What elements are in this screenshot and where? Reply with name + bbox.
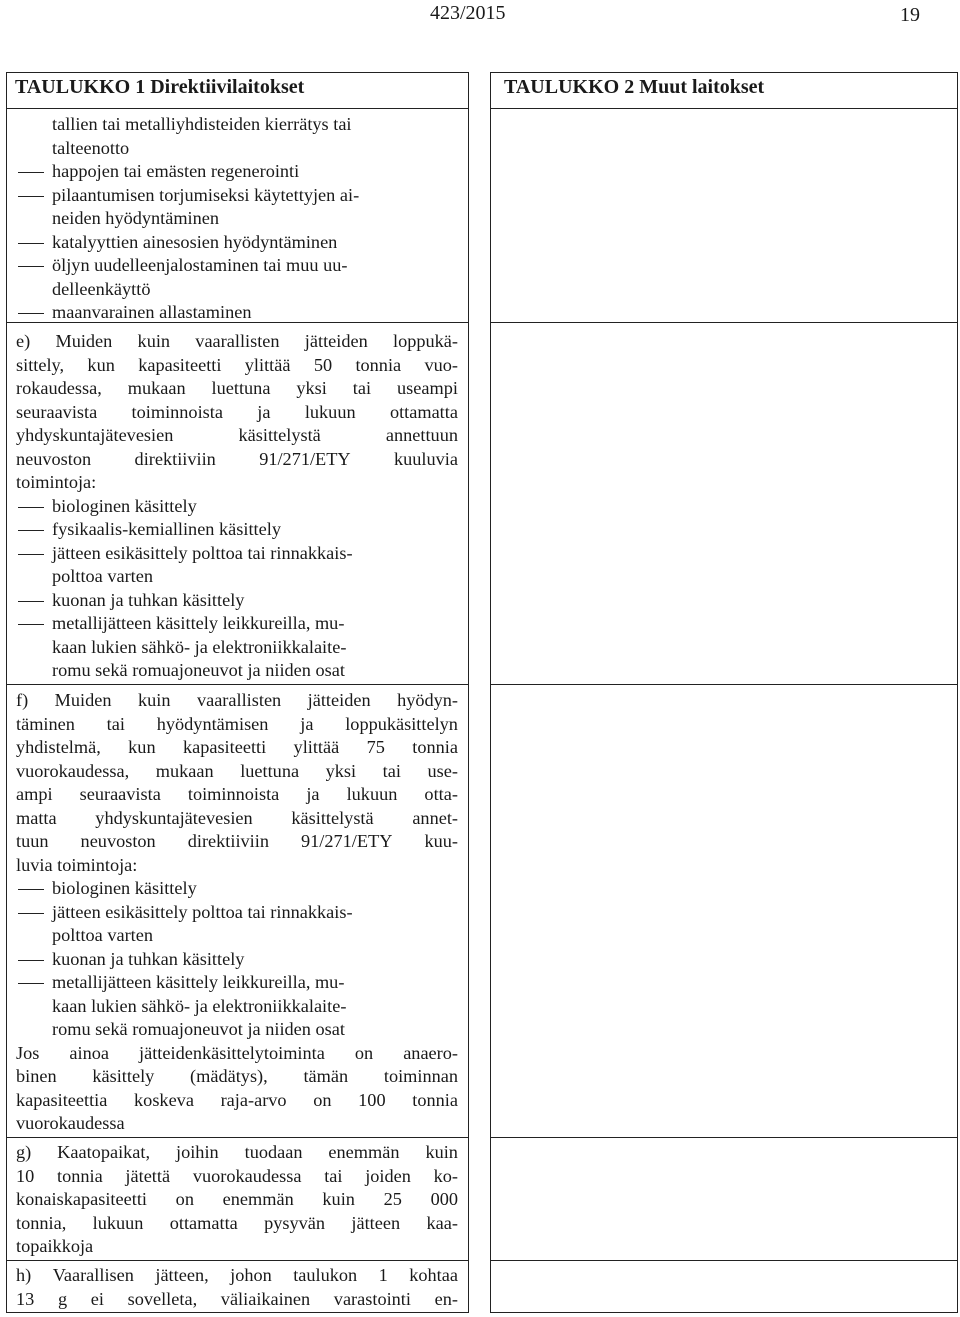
list-item bbox=[16, 495, 458, 519]
word: loppukä- bbox=[392, 331, 458, 351]
row-rule bbox=[6, 1137, 469, 1138]
word: sovelleta, bbox=[127, 1288, 198, 1309]
word: toiminnoista bbox=[131, 401, 223, 422]
word: (mädätys), bbox=[190, 1066, 268, 1086]
text-line bbox=[16, 1165, 458, 1189]
table-border-top bbox=[490, 72, 958, 73]
word: Jos bbox=[16, 1042, 40, 1063]
word: jätteiden bbox=[307, 690, 371, 710]
text-line bbox=[16, 354, 458, 378]
list-item bbox=[16, 612, 458, 636]
word: on bbox=[354, 1042, 374, 1063]
word: lukuun bbox=[92, 1212, 144, 1233]
word: ja bbox=[257, 401, 271, 422]
word: g bbox=[57, 1288, 68, 1309]
word: kapasiteettia bbox=[16, 1089, 108, 1110]
word: ja bbox=[306, 784, 320, 804]
word: mukaan bbox=[127, 378, 186, 398]
text-line bbox=[16, 137, 458, 161]
word: 000 bbox=[430, 1189, 458, 1209]
word: tai bbox=[324, 1165, 343, 1186]
row-rule bbox=[490, 684, 958, 685]
word: jätteidenkäsittelytoiminta bbox=[139, 1042, 325, 1063]
row-rule bbox=[490, 322, 958, 323]
word: Vaarallisen bbox=[52, 1265, 134, 1285]
word: hyödyn- bbox=[397, 690, 458, 710]
row-rule bbox=[490, 1137, 958, 1138]
word: tonnia, bbox=[16, 1212, 67, 1233]
text-line bbox=[16, 1089, 458, 1113]
word: yhdistelmä, bbox=[16, 737, 101, 757]
word: kun bbox=[128, 737, 156, 757]
text-line-content: vuorokaudessa bbox=[16, 1113, 125, 1133]
text-line bbox=[16, 207, 458, 231]
text-line-content: luvia toimintoja: bbox=[16, 854, 138, 875]
table-border-right bbox=[957, 72, 958, 1313]
list-item bbox=[16, 948, 458, 972]
column-title-other-installations: TAULUKKO 2 Muut laitokset bbox=[504, 76, 765, 98]
word: taulukon bbox=[293, 1265, 358, 1285]
word: otta- bbox=[424, 784, 458, 804]
word: konaiskapasiteetti bbox=[16, 1189, 147, 1209]
word: jätteiden bbox=[304, 331, 368, 351]
text-line bbox=[16, 1188, 458, 1212]
word: Muiden bbox=[55, 331, 113, 351]
word: kapasiteetti bbox=[138, 354, 222, 375]
text-line-content: kuonan ja tuhkan käsittely bbox=[52, 589, 245, 610]
text-line bbox=[16, 1112, 458, 1136]
word: jätteen bbox=[351, 1212, 401, 1233]
text-line bbox=[16, 471, 458, 495]
table-border-top bbox=[6, 72, 469, 73]
word: tuodaan bbox=[244, 1142, 303, 1162]
page-number: 19 bbox=[900, 4, 920, 26]
word: tämän bbox=[303, 1066, 349, 1086]
row-cell bbox=[16, 330, 458, 683]
word: seuraavista bbox=[16, 401, 98, 422]
row-rule bbox=[490, 1260, 958, 1261]
text-line-content: kaan lukien sähkö- ja elektroniikkalaite- bbox=[52, 636, 347, 657]
word: 50 bbox=[313, 354, 333, 375]
word: tai bbox=[382, 760, 401, 781]
list-item bbox=[16, 184, 458, 208]
list-item bbox=[16, 901, 458, 925]
word: f) bbox=[16, 690, 29, 710]
list-item bbox=[16, 971, 458, 995]
word: neuvoston bbox=[16, 448, 92, 469]
word: 91/271/ETY bbox=[259, 448, 351, 469]
word: hyödyntämisen bbox=[156, 713, 269, 734]
word: 75 bbox=[366, 737, 385, 757]
word: ainoa bbox=[69, 1042, 109, 1063]
column-title-directive-installations: TAULUKKO 1 Direktiivilaitokset bbox=[15, 76, 305, 98]
list-item bbox=[16, 254, 458, 278]
text-line bbox=[16, 113, 458, 137]
list-item bbox=[16, 231, 458, 255]
word: useampi bbox=[397, 378, 458, 398]
word: jätteen, bbox=[155, 1265, 209, 1285]
word: vaarallisten bbox=[195, 331, 280, 351]
word: g) bbox=[16, 1142, 32, 1162]
header-rule bbox=[6, 108, 469, 109]
word: 25 bbox=[383, 1189, 402, 1209]
word: kuin bbox=[322, 1189, 355, 1209]
word: kapasiteetti bbox=[182, 737, 267, 757]
text-line bbox=[16, 830, 458, 854]
text-line bbox=[16, 448, 458, 472]
table-border-bottom bbox=[6, 1312, 469, 1313]
text-line-content: polttoa varten bbox=[52, 566, 154, 586]
text-line bbox=[16, 1288, 458, 1312]
word: vaarallisten bbox=[196, 690, 282, 710]
word: kuin bbox=[137, 331, 171, 351]
text-line-content: tallien tai metalliyhdisteiden kierrätys tai bbox=[52, 114, 352, 134]
text-line-content: jätteen esikäsittely polttoa tai rinnakkais- bbox=[52, 542, 353, 563]
text-line-content: metallijätteen käsittely leikkureilla, mu- bbox=[52, 972, 345, 992]
text-line bbox=[16, 659, 458, 683]
text-line-content: toimintoja: bbox=[16, 472, 97, 492]
word: on bbox=[175, 1189, 194, 1209]
word: kuuluvia bbox=[393, 448, 458, 469]
list-item bbox=[16, 589, 458, 613]
text-line bbox=[16, 636, 458, 660]
text-line bbox=[16, 995, 458, 1019]
word: matta bbox=[16, 807, 57, 828]
word: käsittely bbox=[92, 1066, 155, 1086]
word: seuraavista bbox=[79, 784, 161, 804]
word: ja bbox=[300, 713, 314, 734]
word: binen bbox=[16, 1066, 57, 1086]
word: kuin bbox=[137, 690, 171, 710]
word: kaa- bbox=[426, 1212, 458, 1233]
word: tonnia bbox=[57, 1165, 103, 1186]
text-line bbox=[16, 760, 458, 784]
text-line bbox=[16, 1018, 458, 1042]
word: tuun bbox=[16, 831, 49, 851]
table-border-left bbox=[6, 72, 7, 1313]
text-line-content: pilaantumisen torjumiseksi käytettyjen ai- bbox=[52, 184, 360, 205]
word: kun bbox=[87, 354, 115, 375]
word: vuorokaudessa bbox=[192, 1165, 302, 1186]
header-rule bbox=[490, 108, 958, 109]
row-cell bbox=[16, 1264, 458, 1311]
word: johon bbox=[230, 1265, 272, 1285]
column-divider bbox=[490, 72, 491, 1313]
text-line bbox=[16, 854, 458, 878]
word: tai bbox=[106, 713, 125, 734]
text-line-content: polttoa varten bbox=[52, 925, 154, 945]
text-line-content: biologinen käsittely bbox=[52, 878, 197, 898]
list-item bbox=[16, 542, 458, 566]
word: käsittelystä bbox=[291, 807, 374, 828]
word: ottamatta bbox=[389, 401, 458, 422]
column-divider bbox=[468, 72, 469, 1313]
text-line bbox=[16, 807, 458, 831]
word: raja-arvo bbox=[220, 1089, 287, 1110]
row-rule bbox=[6, 684, 469, 685]
text-line-content: kaan lukien sähkö- ja elektroniikkalaite- bbox=[52, 995, 347, 1016]
text-line bbox=[16, 1235, 458, 1259]
word: yksi bbox=[296, 378, 327, 398]
word: luettuna bbox=[240, 760, 300, 781]
word: toiminnoista bbox=[187, 784, 280, 804]
word: use- bbox=[427, 760, 458, 781]
word: enemmän bbox=[328, 1142, 400, 1162]
word: 100 bbox=[358, 1089, 386, 1110]
text-line-content: romu sekä romuajoneuvot ja niiden osat bbox=[52, 660, 345, 680]
word: 10 bbox=[16, 1165, 35, 1186]
word: yhdyskuntajätevesien bbox=[16, 425, 174, 445]
word: rokaudessa, bbox=[16, 378, 102, 398]
word: e) bbox=[16, 331, 31, 351]
word: ei bbox=[90, 1288, 104, 1309]
word: jätettä bbox=[125, 1165, 171, 1186]
text-line bbox=[16, 1065, 458, 1089]
word: tai bbox=[352, 378, 372, 398]
text-line bbox=[16, 401, 458, 425]
word: Kaatopaikat, bbox=[57, 1142, 151, 1162]
text-line-content: neiden hyödyntäminen bbox=[52, 208, 220, 228]
word: lukuun bbox=[304, 401, 356, 422]
word: on bbox=[313, 1089, 332, 1110]
word: yksi bbox=[325, 760, 357, 781]
text-line bbox=[16, 565, 458, 589]
text-line bbox=[16, 330, 458, 354]
text-line bbox=[16, 1264, 458, 1288]
document-reference: 423/2015 bbox=[430, 2, 506, 24]
text-line-content: kuonan ja tuhkan käsittely bbox=[52, 948, 245, 969]
table-border-bottom bbox=[490, 1312, 958, 1313]
word: anaero- bbox=[403, 1042, 458, 1063]
list-item bbox=[16, 160, 458, 184]
word: kohtaa bbox=[409, 1265, 458, 1285]
word: ampi bbox=[16, 784, 53, 804]
text-line bbox=[16, 1042, 458, 1066]
word: Muiden bbox=[54, 690, 112, 710]
word: h) bbox=[16, 1265, 32, 1285]
word: joihin bbox=[176, 1142, 219, 1162]
row-cell bbox=[16, 689, 458, 1136]
word: käsittelystä bbox=[238, 425, 321, 445]
text-line-content: happojen tai emästen regenerointi bbox=[52, 161, 300, 181]
text-line-content: delleenkäyttö bbox=[52, 278, 151, 299]
text-line-content: talteenotto bbox=[52, 137, 130, 158]
word: en- bbox=[434, 1288, 458, 1309]
text-line bbox=[16, 424, 458, 448]
text-line-content: metallijätteen käsittely leikkureilla, mu- bbox=[52, 613, 345, 633]
list-item bbox=[16, 301, 458, 325]
text-line bbox=[16, 689, 458, 713]
word: kuu- bbox=[424, 831, 458, 851]
text-line bbox=[16, 924, 458, 948]
text-line-content: öljyn uudelleenjalostaminen tai muu uu- bbox=[52, 255, 348, 275]
row-cell bbox=[16, 113, 458, 325]
text-line bbox=[16, 278, 458, 302]
row-rule bbox=[6, 1260, 469, 1261]
list-item bbox=[16, 518, 458, 542]
word: varastointi bbox=[333, 1288, 411, 1309]
word: enemmän bbox=[222, 1189, 294, 1209]
text-line-content: topaikkoja bbox=[16, 1236, 94, 1256]
word: pysyvän bbox=[264, 1212, 326, 1233]
word: väliaikainen bbox=[220, 1288, 311, 1309]
word: neuvoston bbox=[80, 831, 156, 851]
word: tonnia bbox=[412, 737, 458, 757]
word: vuo- bbox=[424, 354, 458, 375]
word: koskeva bbox=[134, 1089, 194, 1110]
text-line bbox=[16, 1212, 458, 1236]
word: mukaan bbox=[155, 760, 214, 781]
word: kuin bbox=[425, 1142, 458, 1162]
word: 13 bbox=[16, 1288, 35, 1309]
text-line bbox=[16, 736, 458, 760]
word: direktiiviin bbox=[187, 831, 269, 851]
word: annet- bbox=[412, 807, 458, 828]
word: vuorokaudessa, bbox=[16, 760, 130, 781]
text-line bbox=[16, 377, 458, 401]
word: sittely, bbox=[16, 354, 65, 375]
word: luettuna bbox=[211, 378, 271, 398]
word: joiden bbox=[365, 1165, 411, 1186]
word: 1 bbox=[378, 1265, 388, 1285]
text-line-content: katalyyttien ainesosien hyödyntäminen bbox=[52, 231, 338, 252]
text-line bbox=[16, 713, 458, 737]
text-line-content: maanvarainen allastaminen bbox=[52, 302, 252, 322]
word: ko- bbox=[433, 1165, 458, 1186]
text-line-content: fysikaalis-kemiallinen käsittely bbox=[52, 519, 281, 539]
text-line-content: romu sekä romuajoneuvot ja niiden osat bbox=[52, 1019, 345, 1039]
word: annettuun bbox=[385, 425, 458, 445]
word: tonnia bbox=[355, 354, 402, 375]
row-cell bbox=[16, 1141, 458, 1259]
list-item bbox=[16, 877, 458, 901]
text-line-content: jätteen esikäsittely polttoa tai rinnakkais- bbox=[52, 901, 353, 922]
word: 91/271/ETY bbox=[301, 831, 393, 851]
word: direktiiviin bbox=[134, 448, 216, 469]
word: täminen bbox=[16, 713, 75, 734]
word: tonnia bbox=[412, 1089, 458, 1110]
word: toiminnan bbox=[383, 1066, 458, 1086]
text-line bbox=[16, 783, 458, 807]
word: loppukäsittelyn bbox=[345, 713, 458, 734]
word: yhdyskuntajätevesien bbox=[95, 807, 253, 828]
word: ottamatta bbox=[169, 1212, 238, 1233]
word: lukuun bbox=[346, 784, 398, 804]
word: ylittää bbox=[244, 354, 291, 375]
word: ylittää bbox=[293, 737, 340, 757]
text-line-content: biologinen käsittely bbox=[52, 495, 197, 516]
text-line bbox=[16, 1141, 458, 1165]
